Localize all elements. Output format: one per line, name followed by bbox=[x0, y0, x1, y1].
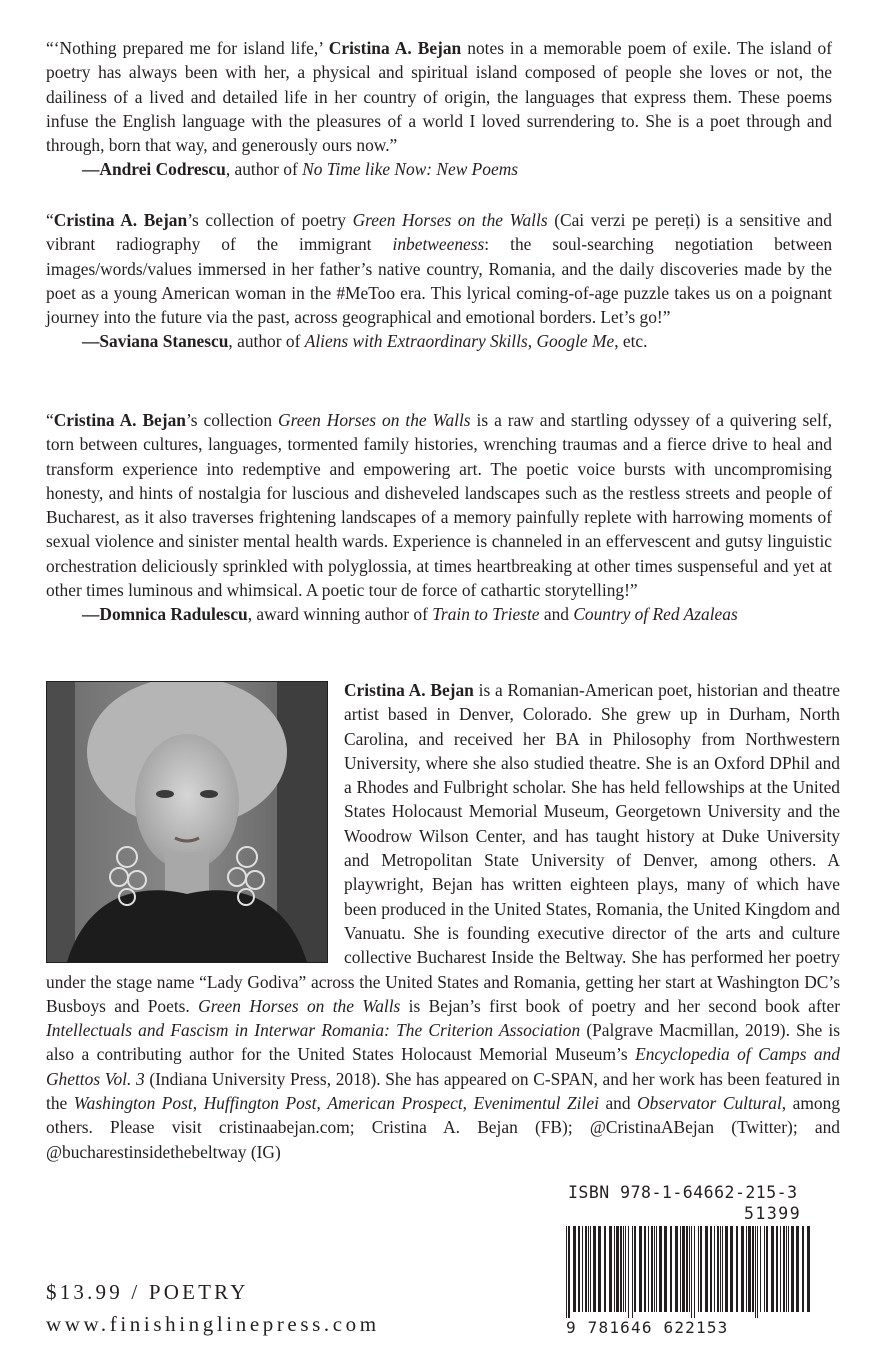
barcode-bar bbox=[675, 1226, 678, 1312]
attribution-text: , author of bbox=[228, 331, 305, 352]
attribution-end: , etc. bbox=[614, 331, 648, 352]
barcode-bar bbox=[614, 1226, 615, 1312]
barcode-digits: 9 781646 622153 bbox=[566, 1318, 729, 1337]
barcode-bar bbox=[714, 1226, 715, 1312]
attribution-name: —Andrei Codrescu bbox=[82, 159, 226, 180]
attribution-title-2: Country of Red Azaleas bbox=[573, 604, 738, 625]
blurb-text bbox=[46, 208, 832, 329]
bio-name: Cristina A. Bejan bbox=[344, 680, 474, 700]
book-title: Green Horses on the Walls bbox=[352, 210, 548, 230]
blurb-text-b: (Cai verzi pe pereți) is a sensitive and vibrant radiography of the immigrant bbox=[46, 210, 832, 255]
barcode-bar bbox=[628, 1226, 629, 1318]
barcode-bar bbox=[568, 1226, 570, 1318]
barcode-bar bbox=[725, 1226, 728, 1312]
isbn-label: ISBN 978-1-64662-215-3 bbox=[568, 1183, 798, 1202]
barcode-bar bbox=[802, 1226, 804, 1312]
open-quote: “ bbox=[46, 210, 54, 230]
attribution-title: No Time like Now: New Poems bbox=[302, 159, 519, 180]
barcode-bar bbox=[566, 1226, 567, 1318]
blurb-text bbox=[46, 408, 832, 602]
barcode-bar bbox=[654, 1226, 655, 1312]
attribution-text: , author of bbox=[225, 159, 303, 180]
bio-pub-2: Huffington Post bbox=[203, 1093, 317, 1114]
open-quote: “‘ bbox=[46, 38, 60, 58]
barcode-bar bbox=[717, 1226, 719, 1312]
barcode-bar bbox=[656, 1226, 657, 1312]
attribution-text: , award winning author of bbox=[247, 604, 433, 625]
barcode-bar bbox=[620, 1226, 622, 1312]
barcode-bar bbox=[722, 1226, 723, 1312]
barcode-bar bbox=[689, 1226, 690, 1312]
barcode-bar bbox=[664, 1226, 667, 1312]
barcode-bar bbox=[760, 1226, 761, 1312]
barcode-bar bbox=[616, 1226, 619, 1312]
bio-sep-1: , bbox=[192, 1093, 204, 1114]
barcode-bar bbox=[698, 1226, 699, 1312]
barcode-bar bbox=[788, 1226, 789, 1312]
barcode-bar bbox=[632, 1226, 633, 1318]
barcode-bar bbox=[752, 1226, 754, 1312]
barcode-bar bbox=[609, 1226, 612, 1312]
price-category: $13.99 / POETRY bbox=[46, 1280, 249, 1304]
emphasis-word: inbetweeness bbox=[392, 234, 485, 255]
barcode-bar bbox=[680, 1226, 681, 1312]
barcode-bar bbox=[644, 1226, 646, 1312]
attribution-sep: , bbox=[527, 331, 537, 352]
attribution bbox=[46, 602, 832, 626]
barcode-bar bbox=[582, 1226, 583, 1312]
barcode-bar bbox=[590, 1226, 591, 1312]
barcode-bar bbox=[573, 1226, 576, 1312]
blurb-codrescu bbox=[46, 36, 832, 182]
bio-title-1: Green Horses on the Walls bbox=[198, 995, 401, 1016]
bio-text-c: (Palgrave Macmillan, 2019). She is also a contributing author for the United States Holocaust Memorial Museum’s bbox=[46, 1020, 840, 1065]
author-name: Cristina A. Bejan bbox=[53, 210, 188, 230]
barcode-bar bbox=[757, 1226, 758, 1318]
attribution bbox=[46, 157, 832, 181]
bio-text-d: (Indiana University Press, 2018). She has appeared on C-SPAN, and her work has been featured in the bbox=[46, 1068, 840, 1114]
barcode-bar bbox=[720, 1226, 721, 1312]
attribution-title-1: Aliens with Extraordinary Skills bbox=[304, 331, 528, 352]
barcode-bar bbox=[682, 1226, 685, 1312]
barcode-bar bbox=[598, 1226, 601, 1312]
barcode-bar bbox=[639, 1226, 642, 1312]
barcode-bar bbox=[604, 1226, 606, 1312]
barcode-bars bbox=[564, 1226, 814, 1318]
barcode-bar bbox=[796, 1226, 799, 1312]
barcode-bar bbox=[585, 1226, 587, 1312]
barcode-bar bbox=[625, 1226, 626, 1312]
barcode-bar bbox=[623, 1226, 624, 1312]
attribution-name: —Domnica Radulescu bbox=[82, 604, 248, 625]
barcode-bar bbox=[766, 1226, 768, 1312]
barcode-bar bbox=[755, 1226, 756, 1318]
attribution-name: —Saviana Stanescu bbox=[82, 331, 229, 352]
barcode-bar bbox=[710, 1226, 712, 1312]
bio-pub-5: Observator Cultural bbox=[637, 1093, 782, 1114]
open-quote: “ bbox=[46, 410, 54, 430]
blurb-text-a: Nothing prepared me for island life,’ bbox=[59, 38, 329, 58]
barcode-bar bbox=[807, 1226, 810, 1312]
barcode-bar bbox=[764, 1226, 765, 1312]
barcode-bar bbox=[651, 1226, 653, 1312]
attribution-sep: and bbox=[539, 604, 574, 625]
barcode-bar bbox=[771, 1226, 774, 1312]
bio-text-b: is Bejan’s first book of poetry and her second book after bbox=[400, 995, 840, 1016]
barcode-bar bbox=[730, 1226, 733, 1312]
barcode-bar bbox=[588, 1226, 589, 1312]
author-name: Cristina A. Bejan bbox=[328, 38, 462, 58]
blurb-text-b: is a raw and startling odyssey of a quivering self, torn between cultures, languages, tormented family histories, wrenching traumas and a fierce drive to heal and transform experience into redemptive and empowering art. The poetic voice bursts with uncompromising honesty, and hints of nostalgia for luscious and disheveled landscapes such as the restless streets and people of Bucharest, as it also traverses frightening landscapes of a memory painfully replete with harrowing moments of sexual violence and sinister mental health wards. Experience is channeled in an effervescent and gutsy linguistic orchestration deliciously sprinkled with polyglossia, at times heartbreaking at other times suspenseful and yet at other times luminous and whimsical. A poetic tour de force of cathartic storytelling!” bbox=[46, 410, 832, 601]
attribution-title-2: Google Me bbox=[536, 331, 615, 352]
barcode-bar bbox=[578, 1226, 580, 1312]
barcode-bar bbox=[776, 1226, 778, 1312]
barcode-bar bbox=[694, 1226, 695, 1318]
barcode-bar bbox=[686, 1226, 688, 1312]
blurb-text-b: notes in a memorable poem of exile. The island of poetry has always been with her, a physical and spiritual island composed of people she loves or not, the dailiness of a lived and detailed life in her country of origin, the languages that express them. These poems infuse the English language with the pleasures of a world I loved surrendering to. She is a poet through and through, born that way, and generously ours now.” bbox=[46, 38, 833, 156]
author-photo bbox=[46, 681, 328, 963]
book-title: Green Horses on the Walls bbox=[278, 410, 471, 430]
price-code: 51399 bbox=[744, 1204, 802, 1223]
blurb-text bbox=[46, 36, 832, 157]
attribution-title-1: Train to Trieste bbox=[432, 604, 540, 625]
barcode-bar bbox=[780, 1226, 781, 1312]
publisher-website: www.finishinglinepress.com bbox=[46, 1312, 380, 1336]
bio-pub-3: American Prospect bbox=[327, 1093, 463, 1114]
barcode-bar bbox=[700, 1226, 702, 1312]
barcode-bar bbox=[748, 1226, 751, 1312]
barcode-bar bbox=[741, 1226, 744, 1312]
barcode-bar bbox=[783, 1226, 785, 1312]
barcode-bar bbox=[593, 1226, 596, 1312]
barcode-bar bbox=[746, 1226, 747, 1312]
bio-sep-4: and bbox=[598, 1093, 638, 1114]
barcode-bar bbox=[736, 1226, 738, 1312]
bio-pub-1: Washington Post bbox=[73, 1093, 193, 1114]
bio-text-e: , among others. Please visit cristinaabejan.com; Cristina A. Bejan (FB); @CristinaABejan (Twitter); and @bucharestinsidethebeltway (IG) bbox=[46, 1093, 841, 1162]
barcode-bar bbox=[791, 1226, 794, 1312]
barcode-bar bbox=[648, 1226, 649, 1312]
blurb-radulescu bbox=[46, 408, 832, 627]
barcode-bar bbox=[634, 1226, 636, 1312]
author-bio bbox=[46, 678, 840, 1164]
bio-text-a: is a Romanian-American poet, historian and theatre artist based in Denver, Colorado. She grew up in Durham, North Carolina, and received her BA in Philosophy from Northwestern University, where she also studied theatre. She is an Oxford DPhil and a Rhodes and Fulbright scholar. She has held fellowships at the United States Holocaust Memorial Museum, Georgetown University and the Woodrow Wilson Center, and has taught history at Duke University and Metropolitan State University of Denver, among others. A playwright, Bejan has written eighteen plays, many of which have been produced in the United States, Romania, the United Kingdom and Vanuatu. She is founding executive director of the arts and culture collective Bucharest Inside the Beltway. She has performed her poetry under the stage name “Lady Godiva” across the United States and Romania, getting her start at Washington DC’s Busboys and Poets. bbox=[46, 680, 840, 1016]
author-name: Cristina A. Bejan bbox=[53, 410, 186, 430]
bio-sep-2: , bbox=[316, 1093, 328, 1114]
blurb-text-a: ’s collection of poetry bbox=[187, 210, 353, 230]
bio-title-3: Encyclopedia of Camps and Ghettos Vol. 3 bbox=[46, 1044, 840, 1089]
blurb-text-a: ’s collection bbox=[185, 410, 279, 430]
attribution bbox=[46, 329, 832, 353]
bio-pub-4: Evenimentul Zilei bbox=[473, 1093, 599, 1114]
barcode-block bbox=[560, 1180, 818, 1340]
blurb-text-c: : the soul-searching negotiation between images/words/values immersed in her father’s native country, Romania, and the daily discoveries made by the poet as a young American woman in the #MeToo era. This lyrical coming-of-age puzzle takes us on a poignant journey into the future via the past, across geographical and emotional borders. Let’s go!” bbox=[46, 234, 833, 328]
barcode-bar bbox=[659, 1226, 662, 1312]
barcode-bar bbox=[691, 1226, 692, 1318]
barcode-bar bbox=[786, 1226, 787, 1312]
bio-sep-3: , bbox=[462, 1093, 474, 1114]
barcode-bar bbox=[670, 1226, 672, 1312]
barcode-bar bbox=[705, 1226, 708, 1312]
blurb-stanescu bbox=[46, 208, 832, 354]
bio-title-2: Intellectuals and Fascism in Interwar Romania: The Criterion Association bbox=[46, 1020, 581, 1041]
portrait-image bbox=[47, 682, 327, 962]
